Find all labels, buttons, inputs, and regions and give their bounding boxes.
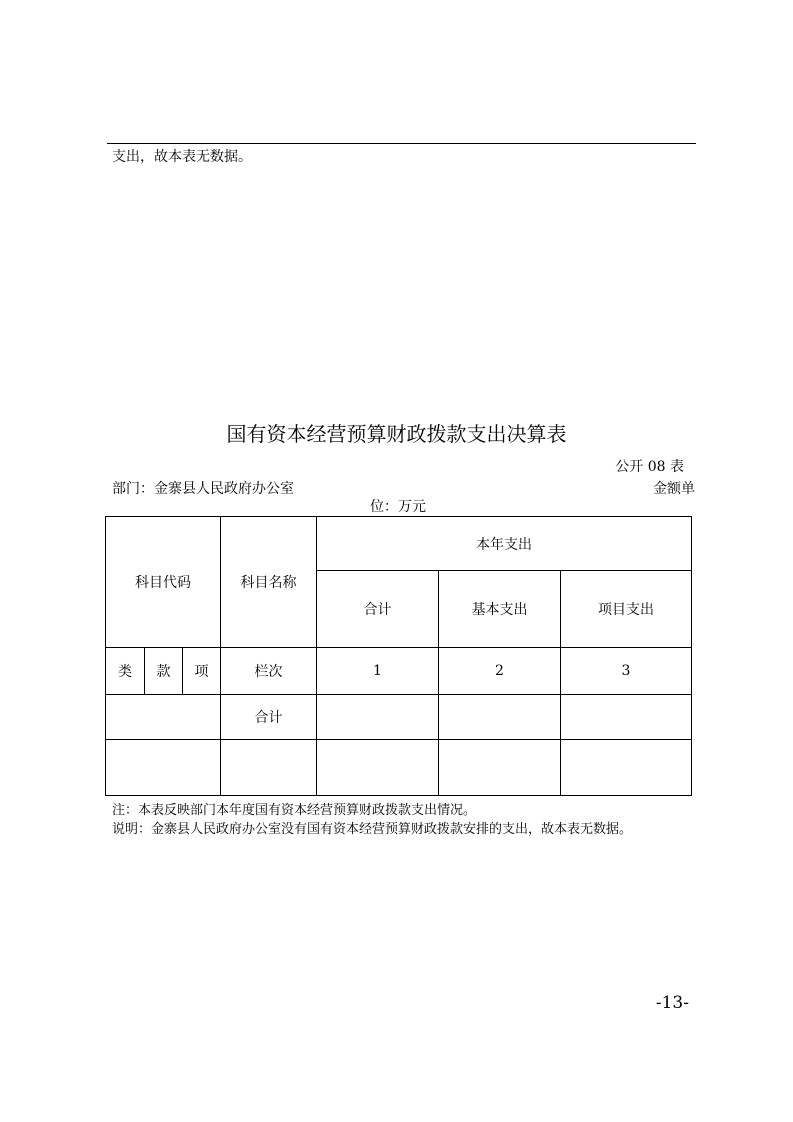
empty-row-name (221, 740, 317, 796)
table-note: 注：本表反映部门本年度国有资本经营预算财政拨款支出情况。 (112, 803, 477, 818)
department-label: 部门：金寨县人民政府办公室 (112, 481, 294, 497)
total-row-label: 合计 (221, 695, 317, 740)
column-index-3: 3 (561, 648, 692, 695)
page-number: -13- (655, 993, 689, 1013)
header-subject-code: 科目代码 (106, 517, 221, 648)
total-row-code (106, 695, 221, 740)
header-basic-expense: 基本支出 (439, 571, 561, 648)
expense-table (105, 516, 692, 796)
table-explanation: 说明：金寨县人民政府办公室没有国有资本经营预算财政拨款安排的支出，故本表无数据。 (112, 822, 633, 837)
header-lei: 类 (106, 648, 145, 695)
header-subject-name: 科目名称 (221, 517, 317, 648)
header-kuan: 款 (145, 648, 183, 695)
column-index-1: 1 (317, 648, 439, 695)
empty-row-total (317, 740, 439, 796)
unit-label: 位：万元 (370, 499, 426, 515)
total-row-project (561, 695, 692, 740)
top-divider (107, 143, 696, 144)
table-row (106, 695, 692, 740)
table-row (106, 648, 692, 695)
continued-text: 支出，故本表无数据。 (112, 149, 252, 165)
table-title: 国有资本经营预算财政拨款支出决算表 (226, 422, 567, 446)
header-current-year-expense: 本年支出 (317, 517, 692, 571)
total-row-basic (439, 695, 561, 740)
empty-row-project (561, 740, 692, 796)
column-index-2: 2 (439, 648, 561, 695)
total-row-total (317, 695, 439, 740)
empty-row-code (106, 740, 221, 796)
header-column-index: 栏次 (221, 648, 317, 695)
header-xiang: 项 (183, 648, 221, 695)
form-number: 公开 08 表 (615, 459, 684, 475)
header-project-expense: 项目支出 (561, 571, 692, 648)
header-total: 合计 (317, 571, 439, 648)
table-row (106, 740, 692, 796)
empty-row-basic (439, 740, 561, 796)
amount-unit-label: 金额单 (653, 481, 695, 497)
